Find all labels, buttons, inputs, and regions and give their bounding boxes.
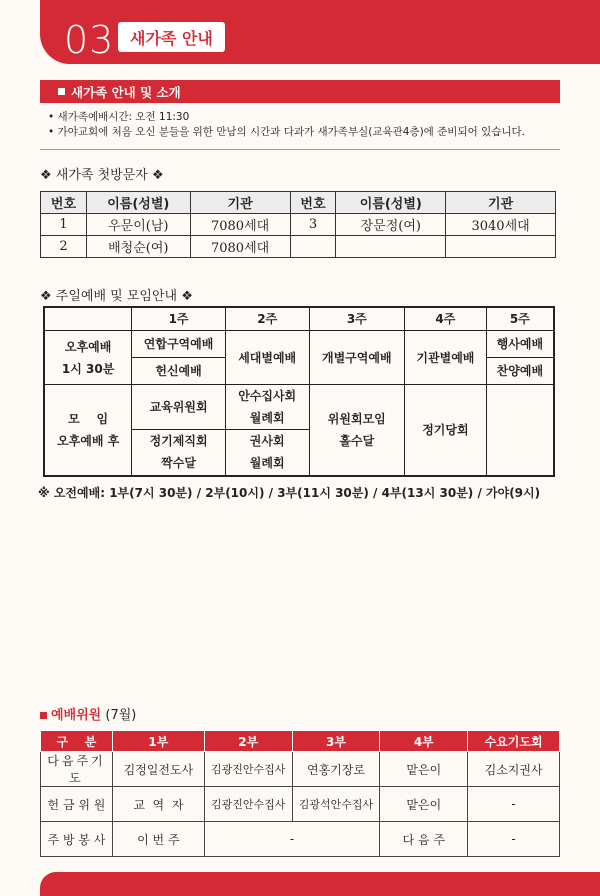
header-cell: 이름(성별) bbox=[86, 192, 190, 214]
table-cell: 장문정(여) bbox=[336, 214, 446, 236]
header-cell: 이름(성별) bbox=[336, 192, 446, 214]
row-label: 오후예배 1시 30분 bbox=[44, 331, 132, 385]
table-cell: 다 음 주 bbox=[380, 822, 468, 857]
visitors-table bbox=[40, 191, 556, 258]
header-cell: 기관 bbox=[190, 192, 290, 214]
page-title-box bbox=[118, 22, 225, 52]
committee-table bbox=[40, 730, 560, 857]
intro-text bbox=[40, 106, 560, 150]
table-cell bbox=[446, 236, 556, 258]
square-bullet-icon bbox=[40, 712, 47, 719]
table-cell: - bbox=[468, 822, 560, 857]
table-cell: 교육위원회 bbox=[132, 385, 226, 430]
table-row bbox=[44, 331, 554, 358]
header-cell: 3부 bbox=[292, 731, 380, 752]
schedule-heading: ❖ 주일예배 및 모임안내 ❖ bbox=[40, 289, 193, 304]
committee-title: 예배위원 bbox=[51, 708, 102, 723]
table-row bbox=[41, 236, 556, 258]
table-cell: 연합구역예배 bbox=[132, 331, 226, 358]
row-label: 주 방 봉 사 bbox=[41, 822, 113, 857]
table-cell: 교 역 자 bbox=[112, 787, 204, 822]
row-label: 헌 금 위 원 bbox=[41, 787, 113, 822]
square-bullet-icon bbox=[58, 88, 65, 95]
table-row bbox=[41, 822, 560, 857]
header-cell: 번호 bbox=[290, 192, 336, 214]
table-cell: 7080세대 bbox=[190, 236, 290, 258]
table-cell: 찬양예배 bbox=[486, 358, 554, 385]
footer-bar bbox=[40, 872, 600, 896]
header-cell: 5주 bbox=[486, 307, 554, 331]
table-row bbox=[41, 752, 560, 787]
header-cell: 수요기도회 bbox=[468, 731, 560, 752]
table-cell: 이 번 주 bbox=[112, 822, 204, 857]
header-cell: 번호 bbox=[41, 192, 87, 214]
committee-month: (7월) bbox=[105, 708, 137, 723]
table-cell: 김광석안수집사 bbox=[292, 787, 380, 822]
header-cell: 2부 bbox=[204, 731, 292, 752]
table-cell bbox=[290, 236, 336, 258]
committee-heading bbox=[40, 704, 136, 723]
table-cell: 1 bbox=[41, 214, 87, 236]
intro-line: • 새가족예배시간: 오전 11:30 bbox=[48, 111, 190, 123]
table-cell: 3040세대 bbox=[446, 214, 556, 236]
table-cell: 김광진안수집사 bbox=[204, 752, 292, 787]
table-cell: - bbox=[468, 787, 560, 822]
header-cell: 기관 bbox=[446, 192, 556, 214]
table-cell: 김정일전도사 bbox=[112, 752, 204, 787]
table-header-row bbox=[41, 731, 560, 752]
table-cell: 맡은이 bbox=[380, 752, 468, 787]
section-number: 03 bbox=[64, 18, 115, 62]
header-cell: 구 분 bbox=[41, 731, 113, 752]
table-row bbox=[44, 385, 554, 430]
header-cell: 2주 bbox=[225, 307, 309, 331]
header-cell: 4부 bbox=[380, 731, 468, 752]
table-cell: - bbox=[204, 822, 380, 857]
table-cell: 안수집사회 월례회 bbox=[225, 385, 309, 430]
header-cell: 3주 bbox=[309, 307, 405, 331]
header-cell: 4주 bbox=[405, 307, 487, 331]
meeting-label: 모 임 bbox=[68, 411, 109, 426]
table-cell bbox=[336, 236, 446, 258]
row-label bbox=[44, 385, 132, 476]
table-cell: 연홍기장로 bbox=[292, 752, 380, 787]
row-label: 다음주기도 bbox=[41, 752, 113, 787]
visitors-heading: ❖ 새가족 첫방문자 ❖ bbox=[40, 168, 164, 183]
table-cell: 맡은이 bbox=[380, 787, 468, 822]
section-title-bar bbox=[40, 80, 560, 103]
table-cell: 기관별예배 bbox=[405, 331, 487, 385]
table-cell bbox=[486, 385, 554, 476]
meeting-sublabel: 오후예배 후 bbox=[57, 433, 120, 448]
table-cell: 세대별예배 bbox=[225, 331, 309, 385]
table-cell: 정기제직회 짝수달 bbox=[132, 430, 226, 476]
table-cell: 우문이(남) bbox=[86, 214, 190, 236]
table-cell: 3 bbox=[290, 214, 336, 236]
table-cell: 2 bbox=[41, 236, 87, 258]
intro-line: • 가야교회에 처음 오신 분들을 위한 만남의 시간과 다과가 새가족부실(교육관4층)에 준비되어 있습니다. bbox=[48, 126, 525, 138]
table-cell: 정기당회 bbox=[405, 385, 487, 476]
schedule-table bbox=[43, 306, 555, 477]
section-title: 새가족 안내 및 소개 bbox=[71, 84, 181, 100]
table-header-row bbox=[44, 307, 554, 331]
table-row bbox=[41, 214, 556, 236]
header-cell: 1주 bbox=[132, 307, 226, 331]
header-cell: 1부 bbox=[112, 731, 204, 752]
table-header-row bbox=[41, 192, 556, 214]
table-cell: 헌신예배 bbox=[132, 358, 226, 385]
table-cell: 위원회모임 홀수달 bbox=[309, 385, 405, 476]
table-cell: 김광진안수집사 bbox=[204, 787, 292, 822]
table-cell: 권사회 월례회 bbox=[225, 430, 309, 476]
table-cell: 김소지권사 bbox=[468, 752, 560, 787]
table-cell: 7080세대 bbox=[190, 214, 290, 236]
table-cell: 개별구역예배 bbox=[309, 331, 405, 385]
morning-service-note: ※ 오전예배: 1부(7시 30분) / 2부(10시) / 3부(11시 30분) / 4부(13시 30분) / 가야(9시) bbox=[38, 486, 541, 500]
table-cell bbox=[44, 307, 132, 331]
table-cell: 행사예배 bbox=[486, 331, 554, 358]
page-title: 새가족 안내 bbox=[130, 28, 213, 48]
table-row bbox=[41, 787, 560, 822]
table-cell: 배청순(여) bbox=[86, 236, 190, 258]
